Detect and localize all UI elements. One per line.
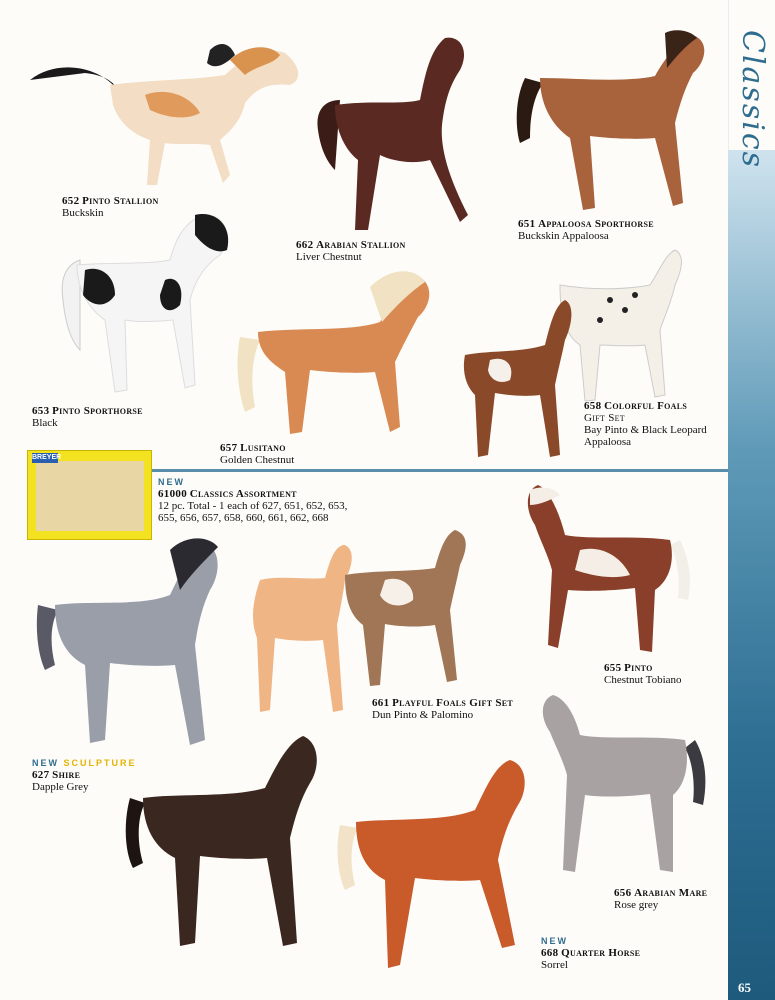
horse-image-shire	[30, 535, 230, 760]
section-label: Classics	[735, 30, 770, 170]
brand-logo: BREYER	[32, 454, 62, 461]
horse-image-pinto-chestnut	[520, 480, 710, 670]
caption-61000: NEW 61000 Classics Assortment 12 pc. Total - 1 each of 627, 651, 652, 653, 655, 656, 657, 658, 660, 661, 662, 668	[158, 477, 348, 524]
horse-image-lusitano	[230, 262, 435, 442]
caption-656: 656 Arabian Mare Rose grey	[614, 887, 708, 911]
horse-image-appaloosa-sporthorse	[505, 28, 715, 223]
assortment-box-image	[27, 450, 152, 540]
section-divider	[150, 469, 728, 472]
caption-655: 655 Pinto Chestnut Tobiano	[604, 662, 682, 686]
horse-image-quarter-horse	[330, 750, 540, 975]
horse-image-pinto-sporthorse	[55, 210, 235, 400]
horse-image-arabian-mare	[535, 690, 715, 885]
caption-652: 652 Pinto Stallion Buckskin	[62, 195, 159, 219]
caption-653: 653 Pinto Sporthorse Black	[32, 405, 143, 429]
caption-657: 657 Lusitano Golden Chestnut	[220, 442, 295, 466]
horse-image-dark-bay-arabian	[115, 728, 330, 958]
horse-image-pinto-stallion	[25, 25, 305, 195]
side-strip	[728, 150, 775, 1000]
new-sculpture-badge: NEW SCULPTURE	[32, 758, 137, 768]
caption-661: 661 Playful Foals Gift Set Dun Pinto & Palomino	[372, 697, 514, 721]
horse-image-arabian-stallion	[310, 30, 480, 250]
caption-651: 651 Appaloosa Sporthorse Buckskin Appaloosa	[518, 218, 654, 242]
caption-668: NEW 668 Quarter Horse Sorrel	[541, 936, 641, 971]
page-number: 65	[738, 980, 751, 995]
caption-658: 658 Colorful Foals Gift Set Bay Pinto & Black Leopard Appaloosa	[584, 400, 707, 448]
horse-image-playful-foals	[245, 520, 485, 720]
caption-662: 662 Arabian Stallion Liver Chestnut	[296, 239, 406, 263]
caption-627: NEW SCULPTURE 627 Shire Dapple Grey	[32, 758, 137, 793]
